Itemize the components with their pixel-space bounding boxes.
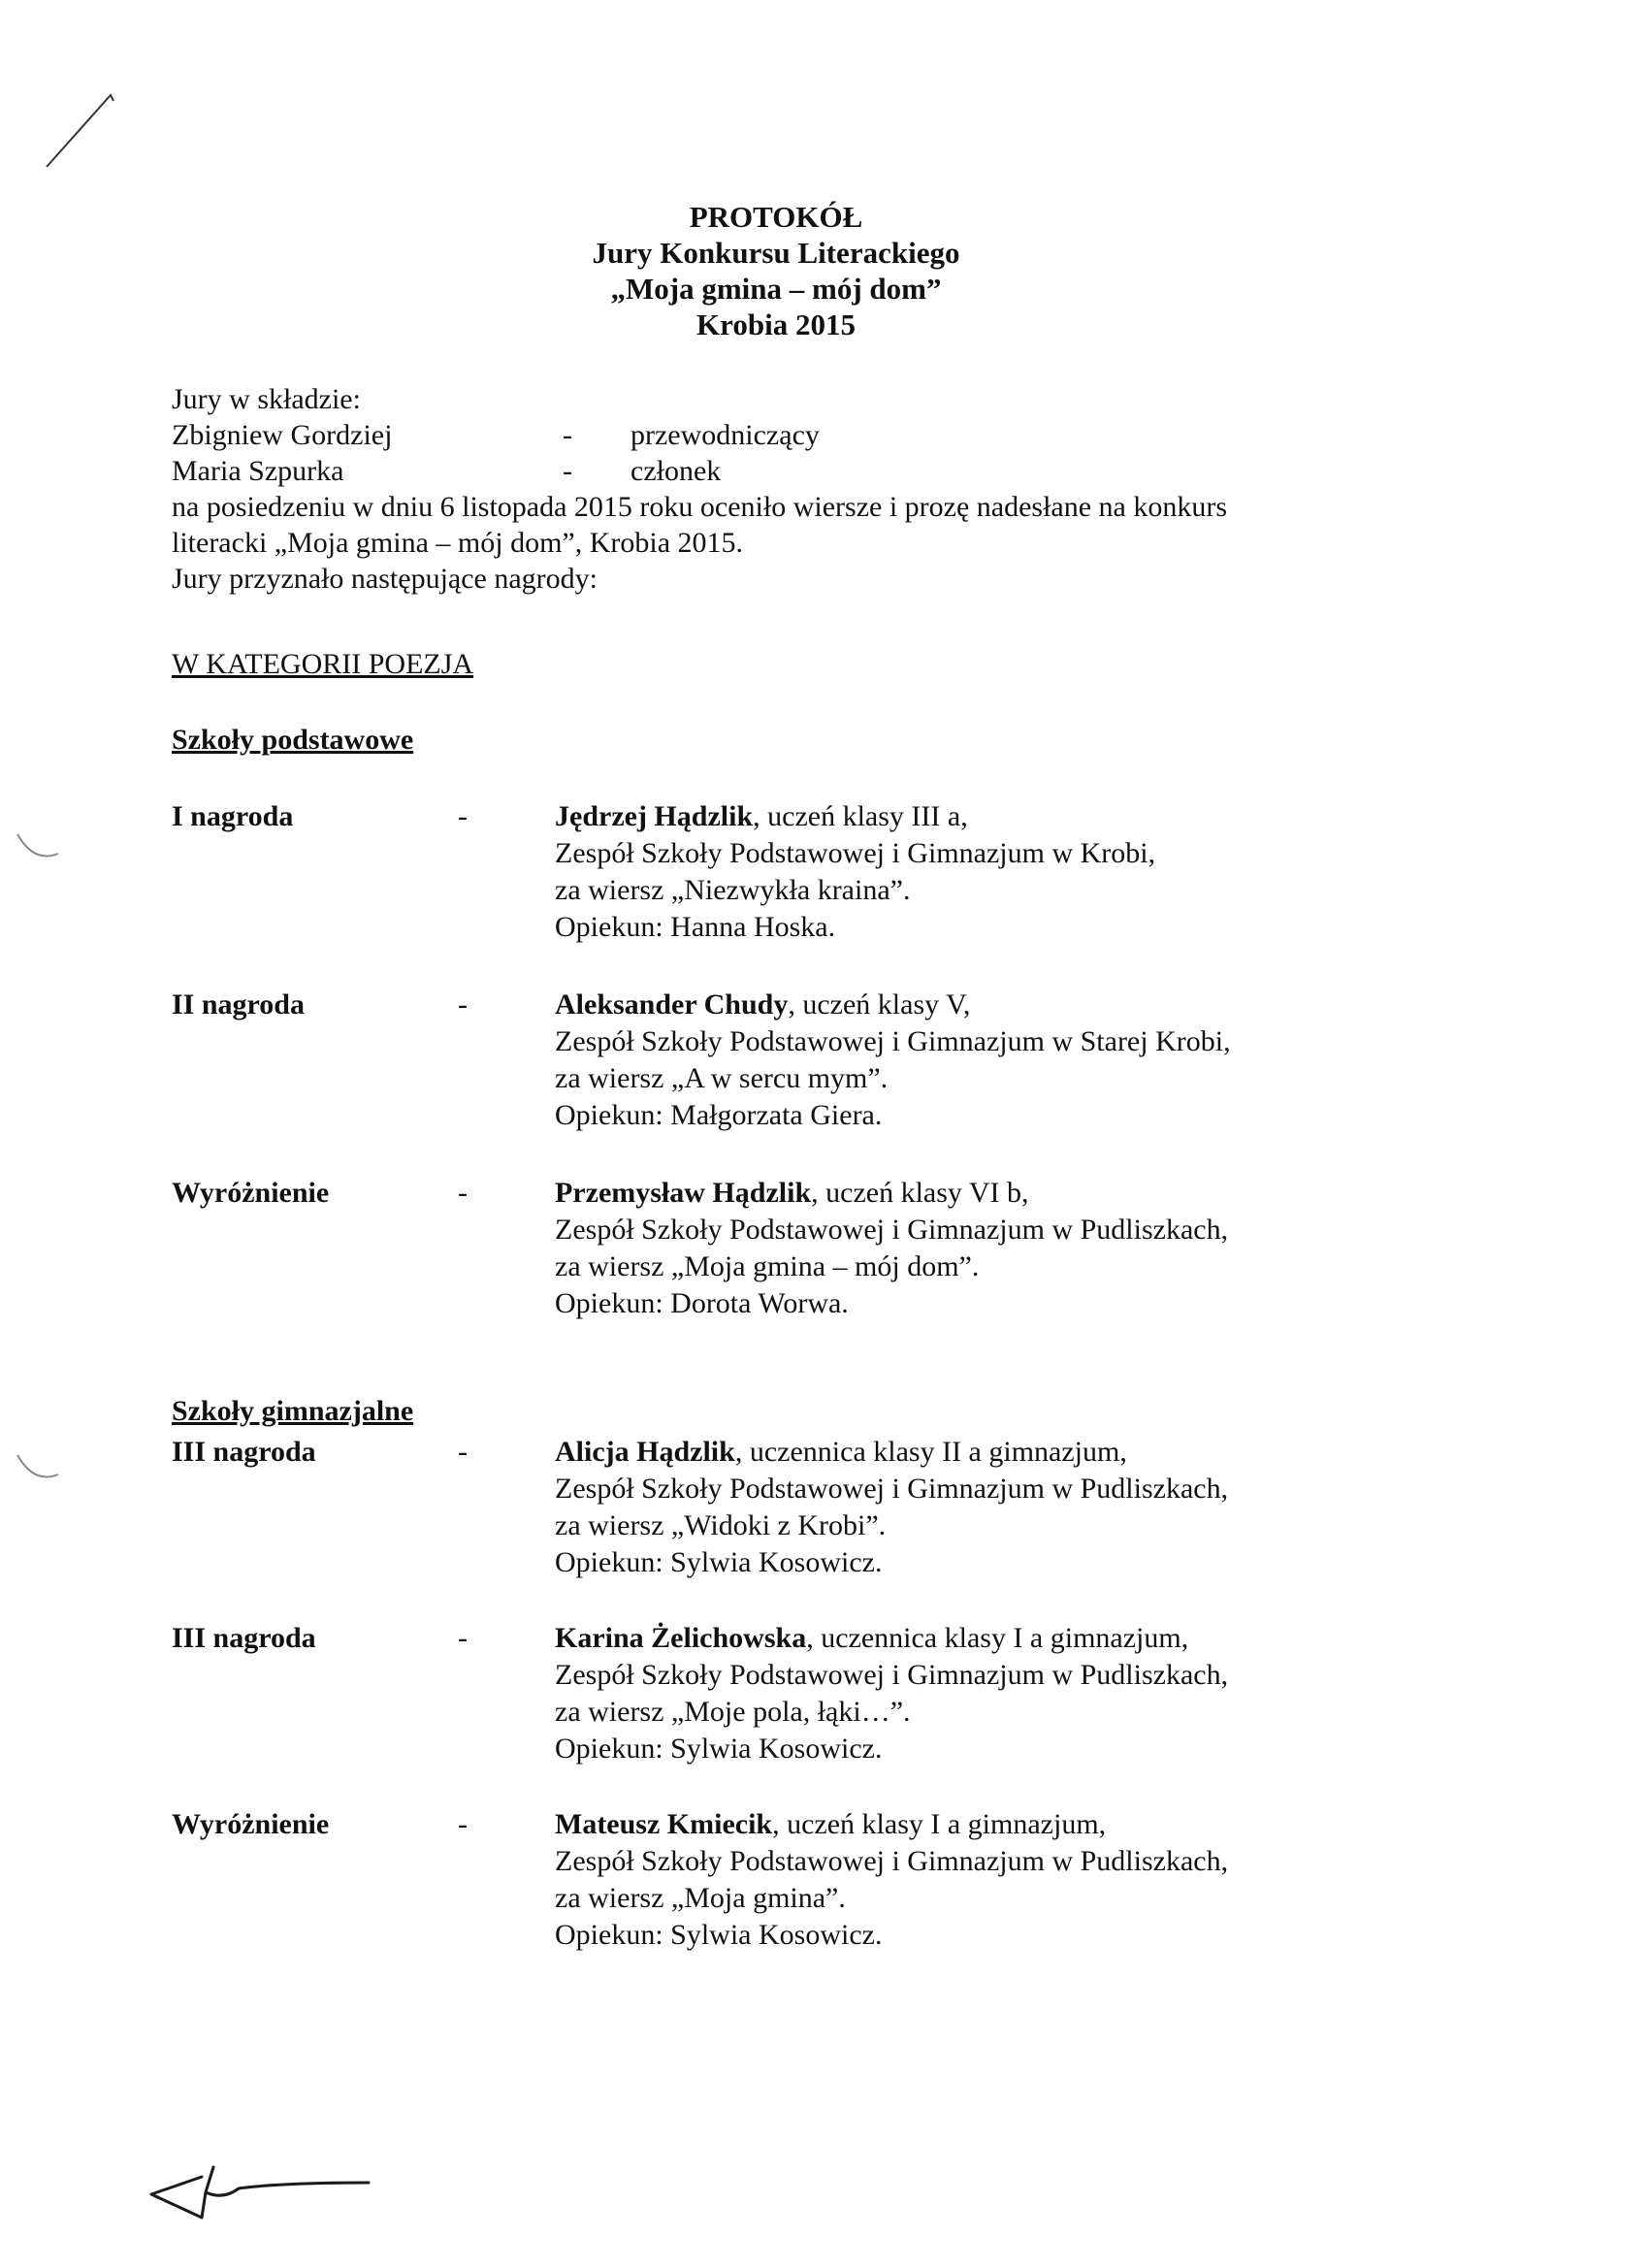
award-winner-name: Jędrzej Hądzlik (555, 800, 754, 832)
punch-hole-mark-top (10, 825, 68, 873)
intro-text-line: literacki „Moja gmina – mój dom”, Krobia 2015. (172, 527, 744, 559)
award-work: za wiersz „Moja gmina – mój dom”. (555, 1250, 980, 1282)
jury-intro (172, 381, 1433, 597)
award-school: Zespół Szkoły Podstawowej i Gimnazjum w Pudliszkach, (555, 1845, 1229, 1877)
award-tutor: Opiekun: Dorota Worwa. (555, 1287, 849, 1319)
award-work: za wiersz „Moje pola, łąki…”. (555, 1696, 911, 1728)
award-tutor: Opiekun: Małgorzata Giera. (555, 1099, 883, 1131)
jury-member-name: Zbigniew Gordziej (172, 419, 393, 451)
document-page: PROTOKÓŁ Jury Konkursu Literackiego „Moja gmina – mój dom” Krobia 2015 Jury w składzie: Zbigniew Gordziej - przewodniczący Maria Szpurka - członek na posiedzeniu w dniu 6 listopada 2015 roku oceniło wiersze i prozę nadesłane na konkurs literacki „Moja gmina – mój dom”, Krobia 2015. Jury przyznało następujące nagrody: W KATEGORII POEZJA Szkoły podstawowe I nagroda - Jędrzej Hądzlik, uczeń klasy III a, Zespół Szkoły Podstawowej i Gimnazjum w Krobi, za wiersz „Niezwykła kraina”. Opiekun: Hanna Hoska. II nagroda - Aleksander Chudy, uczeń klasy V, Zespół Szkoły Podstawowej i Gimnazjum w Starej Krobi, za wiersz „A w sercu mym”. Opiekun: Małgorzata Giera. Wyróżnienie - Przemysław Hądzlik, uczeń klasy VI b, Zespół Szkoły Podstawowej i Gimnazjum w Pudliszkach, za wiersz „Moja gmina – mój dom”. Opiekun: Dorota Worwa. Szkoły gimnazjalne III nagroda - Alicja Hądzlik, uczennica klasy II a gimnazjum, Zespół Szkoły Podstawowej i Gimnazjum w Pudliszkach, za wiersz „Widoki z Krobi”. Opiekun: Sylwia Kosowicz. III nagroda - Karina Żelichowska, uczennica klasy I a gimnazjum, Zespół Szkoły Podstawowej i Gimnazjum w Pudliszkach, za wiersz „Moje pola, łąki…”. Opiekun: Sylwia Kosowicz. Wyróżnienie - Mateusz Kmiecik, uczeń klasy I a gimnazjum, Zespół Szkoły Podstawowej i Gimnazjum w Pudliszkach, za wiersz „Moja gmina”. Opiekun: Sylwia Kosowicz. (0, 0, 1649, 2268)
jury-label: Jury w składzie: (172, 383, 361, 415)
jury-member: Maria Szpurka - członek (172, 455, 722, 487)
award-winner-name: Przemysław Hądzlik (555, 1177, 812, 1209)
section-heading: Szkoły gimnazjalne (172, 1395, 414, 1427)
category-heading: W KATEGORII POEZJA (172, 648, 474, 680)
intro-text-line: Jury przyznało następujące nagrody: (172, 563, 598, 595)
award-label: III nagroda (172, 1622, 316, 1654)
jury-member: Zbigniew Gordziej - przewodniczący (172, 419, 820, 451)
award-school: Zespół Szkoły Podstawowej i Gimnazjum w Pudliszkach, (555, 1659, 1229, 1691)
pen-stroke-mark (39, 87, 126, 175)
document-title: PROTOKÓŁ (689, 200, 863, 234)
document-title-block (0, 199, 1552, 342)
award-work: za wiersz „Moja gmina”. (555, 1882, 846, 1914)
award-work: za wiersz „Widoki z Krobi”. (555, 1509, 887, 1541)
award-winner-name: Aleksander Chudy (555, 988, 789, 1021)
jury-member-name: Maria Szpurka (172, 455, 344, 487)
punch-hole-mark-bottom (10, 1445, 68, 1494)
award-label: Wyróżnienie (172, 1177, 330, 1209)
award-school: Zespół Szkoły Podstawowej i Gimnazjum w Pudliszkach, (555, 1473, 1229, 1505)
award-school: Zespół Szkoły Podstawowej i Gimnazjum w Pudliszkach, (555, 1214, 1229, 1246)
award-winner-name: Mateusz Kmiecik (555, 1808, 773, 1840)
contest-place-year: Krobia 2015 (696, 308, 856, 341)
award-tutor: Opiekun: Sylwia Kosowicz. (555, 1919, 883, 1951)
award-label: Wyróżnienie (172, 1808, 330, 1840)
award-work: za wiersz „A w sercu mym”. (555, 1062, 889, 1094)
section-heading: Szkoły podstawowe (172, 724, 414, 756)
award-work: za wiersz „Niezwykła kraina”. (555, 874, 911, 906)
award-label: III nagroda (172, 1436, 316, 1468)
award-tutor: Opiekun: Hanna Hoska. (555, 911, 836, 943)
award-school: Zespół Szkoły Podstawowej i Gimnazjum w Krobi, (555, 837, 1156, 869)
award-tutor: Opiekun: Sylwia Kosowicz. (555, 1733, 883, 1765)
intro-text-line: na posiedzeniu w dniu 6 listopada 2015 roku oceniło wiersze i prozę nadesłane na konkurs (172, 491, 1228, 523)
award-label: II nagroda (172, 988, 305, 1021)
award-tutor: Opiekun: Sylwia Kosowicz. (555, 1546, 883, 1578)
jury-member-role: członek (630, 455, 722, 487)
contest-name: „Moja gmina – mój dom” (610, 272, 942, 306)
award-winner-name: Karina Żelichowska (555, 1622, 807, 1654)
award-winner-name: Alicja Hądzlik (555, 1436, 735, 1468)
signature-initials (146, 2154, 378, 2231)
jury-member-role: przewodniczący (630, 419, 820, 451)
award-school: Zespół Szkoły Podstawowej i Gimnazjum w Starej Krobi, (555, 1025, 1231, 1057)
document-subtitle-jury: Jury Konkursu Literackiego (592, 236, 960, 270)
award-label: I nagroda (172, 800, 294, 832)
